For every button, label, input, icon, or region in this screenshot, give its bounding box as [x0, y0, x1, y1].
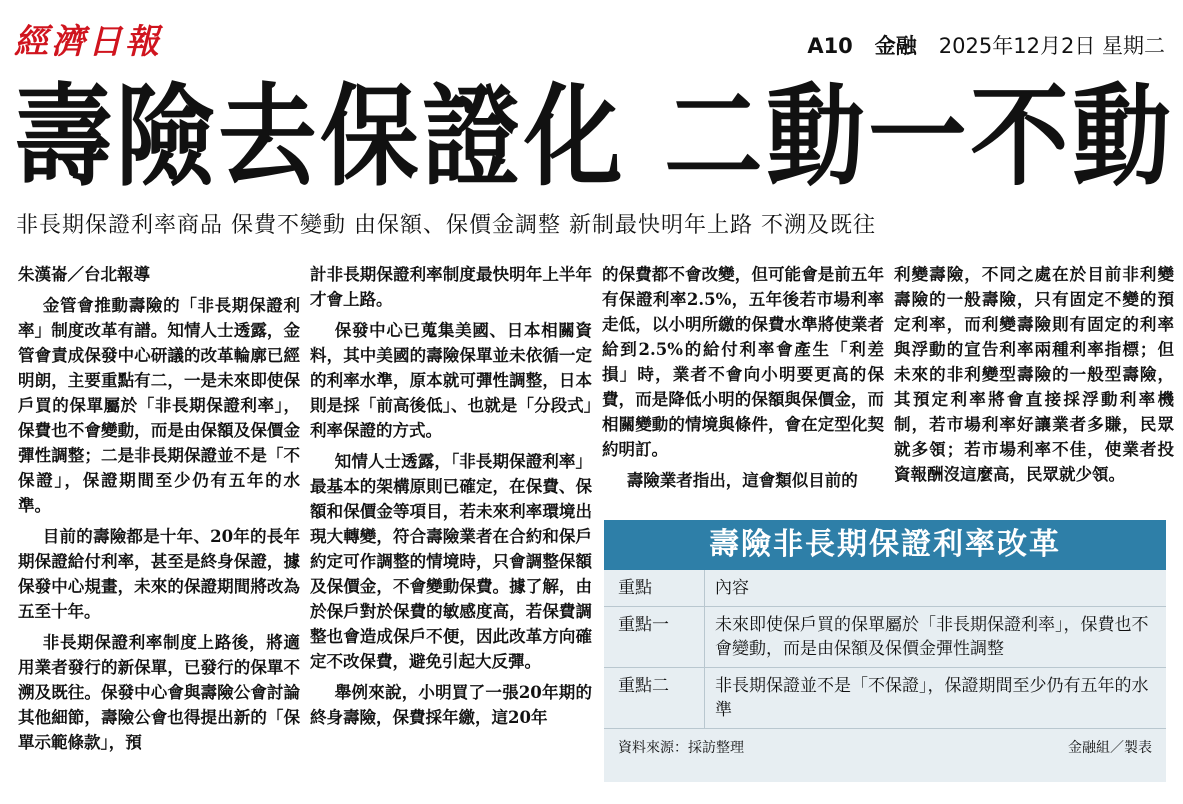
- article-paragraph: 壽險業者指出，這會類似目前的: [626, 471, 858, 490]
- table-cell-key: 重點一: [604, 607, 705, 668]
- summary-table: [604, 570, 1166, 729]
- table-cell-value: 非長期保證並不是「不保證」，保證期間至少仍有五年的水準: [705, 668, 1167, 729]
- summary-table-box: [604, 520, 1166, 782]
- table-header-key: 重點: [604, 570, 705, 607]
- byline: 朱漢崙／台北報導: [18, 265, 150, 284]
- headline: [14, 72, 1174, 202]
- summary-table-title: 壽險非長期保證利率改革: [604, 520, 1166, 570]
- table-footer: [604, 729, 1166, 757]
- table-source: 資料來源：採訪整理: [618, 740, 744, 756]
- section-name: 金融: [874, 34, 917, 58]
- article-column-1: [18, 262, 300, 755]
- masthead-logo: 經濟日報: [14, 22, 162, 62]
- article-paragraph: 保發中心已蒐集美國、日本相關資料，其中美國的壽險保單並未依循一定的利率水準，原本就可彈性調整，日本則是採「前高後低」、也就是「分段式」利率保證的方式。: [310, 321, 592, 440]
- article-paragraph: 利變壽險，不同之處在於目前非利變壽險的一般壽險，只有固定不變的預定利率，而利變壽險則有固定的利率與浮動的宣告利率兩種利率指標；但未來的非利變型壽險的一般型壽險，其預定利率將會直接採浮動利率機制，若市場利率好讓業者多賺，民眾就多領；若市場利率不佳，使業者投資報酬沒這麼高，民眾就少領。: [894, 265, 1174, 484]
- table-cell-value: 未來即使保戶買的保單屬於「非長期保證利率」，保費也不會變動，而是由保額及保價金彈性調整: [705, 607, 1167, 668]
- article-column-2: [310, 262, 592, 730]
- table-header-value: 內容: [705, 570, 1167, 607]
- subheadline: 非長期保證利率商品 保費不變動 由保額、保價金調整 新制最快明年上路 不溯及既往: [16, 213, 876, 238]
- article-paragraph: 金管會推動壽險的「非長期保證利率」制度改革有譜。知情人士透露，金管會責成保發中心研議的改革輪廓已經明朗，主要重點有二，一是未來即使保戶買的保單屬於「非長期保證利率」，保費也不會變動，而是由保額及保價金彈性調整；二是非長期保證並不是「不保證」，保證期間至少仍有五年的水準。: [18, 296, 300, 515]
- table-credit: 金融組／製表: [1068, 740, 1152, 756]
- table-row: [604, 668, 1166, 729]
- article-column-4: [894, 262, 1174, 487]
- table-row: [604, 607, 1166, 668]
- article-paragraph: 知情人士透露，「非長期保證利率」最基本的架構原則已確定，在保費、保額和保價金等項目，若未來利率環境出現大轉變，符合壽險業者在合約和保戶約定可作調整的情境時，只會調整保額及保價金，不會變動保費。據了解，由於保戶對於保費的敏感度高，若保費調整也會造成保戶不便，因此改革方向確定不改保費，避免引起大反彈。: [310, 452, 592, 671]
- issue-info: [807, 30, 1165, 60]
- article-paragraph: 非長期保證利率制度上路後，將適用業者發行的新保單，已發行的保單不溯及既往。保發中心會與壽險公會討論其他細節，壽險公會也得提出新的「保單示範條款」，預: [18, 633, 300, 752]
- article-paragraph: 計非長期保證利率制度最快明年上半年才會上路。: [310, 265, 592, 309]
- article-paragraph: 的保費都不會改變，但可能會是前五年有保證利率2.5%，五年後若市場利率走低，以小明所繳的保費水準將使業者給到2.5%的給付利率會產生「利差損」時，業者不會向小明要更高的保費，而是降低小明的保額與保價金，而相關變動的情境與條件，會在定型化契約明訂。: [602, 265, 884, 459]
- table-header-row: [604, 570, 1166, 607]
- article-paragraph: 舉例來說，小明買了一張20年期的終身壽險，保費採年繳，這20年: [310, 683, 592, 727]
- issue-date: 2025年12月2日 星期二: [938, 34, 1165, 58]
- page-number: A10: [807, 34, 853, 58]
- article-paragraph: 目前的壽險都是十年、20年的長年期保證給付利率，甚至是終身保證，據保發中心規畫，未來的保證期間將改為五至十年。: [18, 527, 300, 621]
- article-column-3: [602, 262, 884, 493]
- headline-text: 壽險去保證化 二動一不動: [14, 73, 1174, 201]
- table-cell-key: 重點二: [604, 668, 705, 729]
